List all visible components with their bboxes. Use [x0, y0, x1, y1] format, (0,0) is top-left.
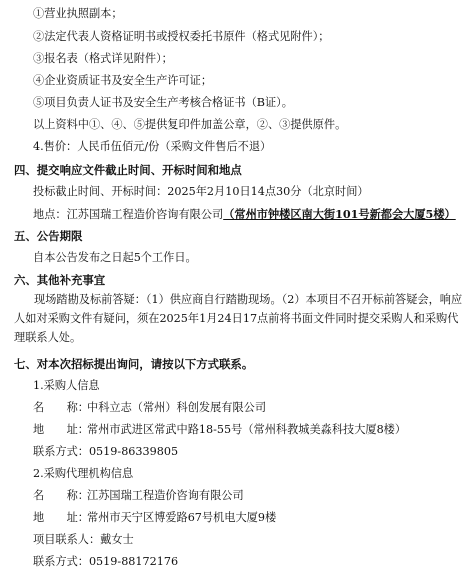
section-5-title: 五、公告期限	[14, 229, 83, 243]
agent-heading: 2.采购代理机构信息	[33, 467, 134, 480]
location-line	[33, 207, 476, 222]
material-item-4: ④企业资质证书及安全生产许可证；	[33, 74, 213, 87]
agent-name-label: 名 称：	[33, 489, 89, 502]
buyer-contact: 联系方式：0519-86339805	[33, 445, 179, 458]
section-7-title: 七、对本次招标提出询问，请按以下方式联系。	[14, 357, 254, 371]
material-item-3: ③报名表（格式详见附件）；	[33, 52, 173, 65]
buyer-heading: 1.采购人信息	[33, 379, 100, 392]
location-prefix: 地点：江苏国瑞工程造价咨询有限公司	[33, 208, 224, 221]
agent-contact: 联系方式：0519-88172176	[33, 555, 179, 568]
section-6-text: 现场踏勘及标前答疑：（1）供应商自行踏勘现场。（2）本项目不召开标前答疑会，响应人如对采购文件有疑问，须在2025年1月24日17点前将书面文件同时提交采购人和采购代理联系人处。	[14, 293, 463, 344]
agent-address: 常州市天宁区博爱路67号机电大厦9楼	[87, 511, 277, 524]
material-item-1: ①营业执照副本；	[33, 7, 123, 20]
agent-name: 江苏国瑞工程造价咨询有限公司	[87, 489, 244, 502]
buyer-name: 中科立志（常州）科创发展有限公司	[87, 401, 267, 414]
material-item-5: ⑤项目负责人证书及安全生产考核合格证书（B证）。	[33, 96, 293, 109]
buyer-name-label: 名 称：	[33, 401, 89, 414]
price-line: 4.售价：人民币伍佰元/份（采购文件售后不退）	[33, 140, 272, 153]
material-item-2: ②法定代表人资格证明书或授权委托书原件（格式见附件）；	[33, 30, 330, 43]
buyer-name-row	[33, 401, 266, 415]
agent-person: 项目联系人：戴女士	[33, 533, 134, 546]
buyer-address: 常州市武进区常武中路18-55号（常州科教城美淼科技大厦8楼）	[87, 423, 407, 436]
materials-note: 以上资料中①、④、⑤提供复印件加盖公章，②、③提供原件。	[33, 118, 347, 131]
buyer-address-row	[33, 423, 406, 437]
agent-address-label: 地 址：	[33, 511, 89, 524]
deadline-line: 投标截止时间、开标时间：2025年2月10日14点30分（北京时间）	[33, 185, 369, 198]
agent-address-row	[33, 511, 276, 525]
buyer-address-label: 地 址：	[33, 423, 89, 436]
section-5-text: 自本公告发布之日起5个工作日。	[33, 251, 197, 264]
section-6-title: 六、其他补充事宜	[14, 273, 106, 287]
agent-name-row	[33, 489, 244, 503]
location-address: （常州市钟楼区南大街101号新都会大厦5楼）	[223, 207, 456, 221]
section-4-title: 四、提交响应文件截止时间、开标时间和地点	[14, 163, 242, 177]
